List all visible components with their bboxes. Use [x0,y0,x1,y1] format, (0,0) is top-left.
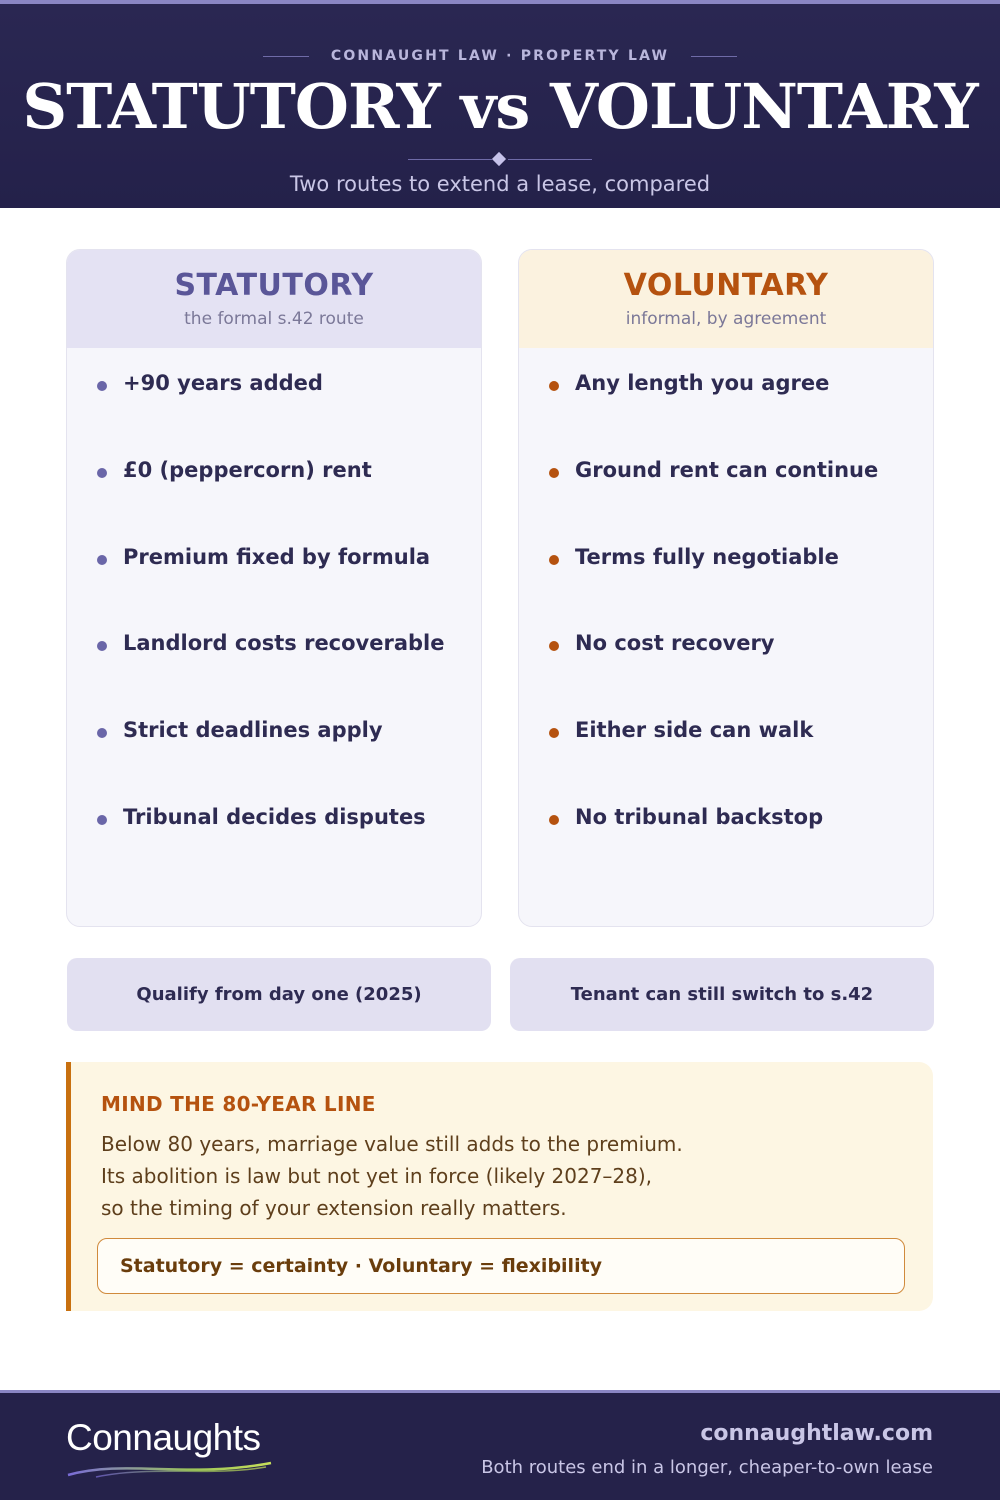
kicker-row [0,48,1000,64]
brand-logo [66,1417,286,1487]
list-item: Any length you agree [549,371,933,458]
bullet-icon [97,815,107,825]
list-item: Tribunal decides disputes [97,805,481,892]
bullet-icon [549,815,559,825]
bullet-icon [97,641,107,651]
kicker: CONNAUGHT LAW · PROPERTY LAW [330,48,670,64]
callout-body [101,1128,881,1224]
logo-wordmark: Connaughts [66,1417,261,1458]
callout-line: so the timing of your extension really matters. [101,1196,567,1220]
footer [0,1390,1000,1500]
summary-box: Statutory = certainty · Voluntary = flexibility [97,1238,905,1294]
kicker-rule-right [691,56,737,57]
statutory-title: STATUTORY [174,268,374,303]
statutory-subtitle: the formal s.42 route [184,309,364,329]
callout-line: Its abolition is law but not yet in force (likely 2027–28), [101,1164,653,1188]
list-item: No tribunal backstop [549,805,933,892]
header-banner [0,0,1000,208]
statutory-card-header [67,250,481,348]
list-item: Strict deadlines apply [97,718,481,805]
bullet-icon [549,728,559,738]
diamond-divider-icon [408,152,592,166]
list-item: +90 years added [97,371,481,458]
statutory-note-pill: Qualify from day one (2025) [67,958,491,1031]
voluntary-note-pill: Tenant can still switch to s.42 [510,958,934,1031]
bullet-icon [549,381,559,391]
bullet-icon [549,641,559,651]
website-link[interactable]: connaughtlaw.com [700,1421,933,1446]
statutory-card [66,249,482,927]
list-item: Either side can walk [549,718,933,805]
callout-line: Below 80 years, marriage value still adds to the premium. [101,1132,683,1156]
list-item: Terms fully negotiable [549,545,933,632]
statutory-list [67,371,481,892]
voluntary-card-header [519,250,933,348]
bullet-icon [97,468,107,478]
bullet-icon [549,468,559,478]
voluntary-card [518,249,934,927]
bullet-icon [549,555,559,565]
warning-callout [66,1062,933,1311]
voluntary-title: VOLUNTARY [623,268,829,303]
kicker-rule-left [263,56,309,57]
page-subtitle: Two routes to extend a lease, compared [289,172,711,196]
callout-title: MIND THE 80-YEAR LINE [101,1092,376,1116]
list-item: No cost recovery [549,631,933,718]
voluntary-subtitle: informal, by agreement [625,309,827,329]
bullet-icon [97,728,107,738]
page-title: STATUTORY vs VOLUNTARY [22,70,978,143]
footer-tagline: Both routes end in a longer, cheaper-to-own lease [481,1457,933,1478]
list-item: Ground rent can continue [549,458,933,545]
voluntary-list [519,371,933,892]
bullet-icon [97,381,107,391]
list-item: Premium fixed by formula [97,545,481,632]
swoosh-icon [66,1457,276,1479]
list-item: Landlord costs recoverable [97,631,481,718]
bullet-icon [97,555,107,565]
list-item: £0 (peppercorn) rent [97,458,481,545]
